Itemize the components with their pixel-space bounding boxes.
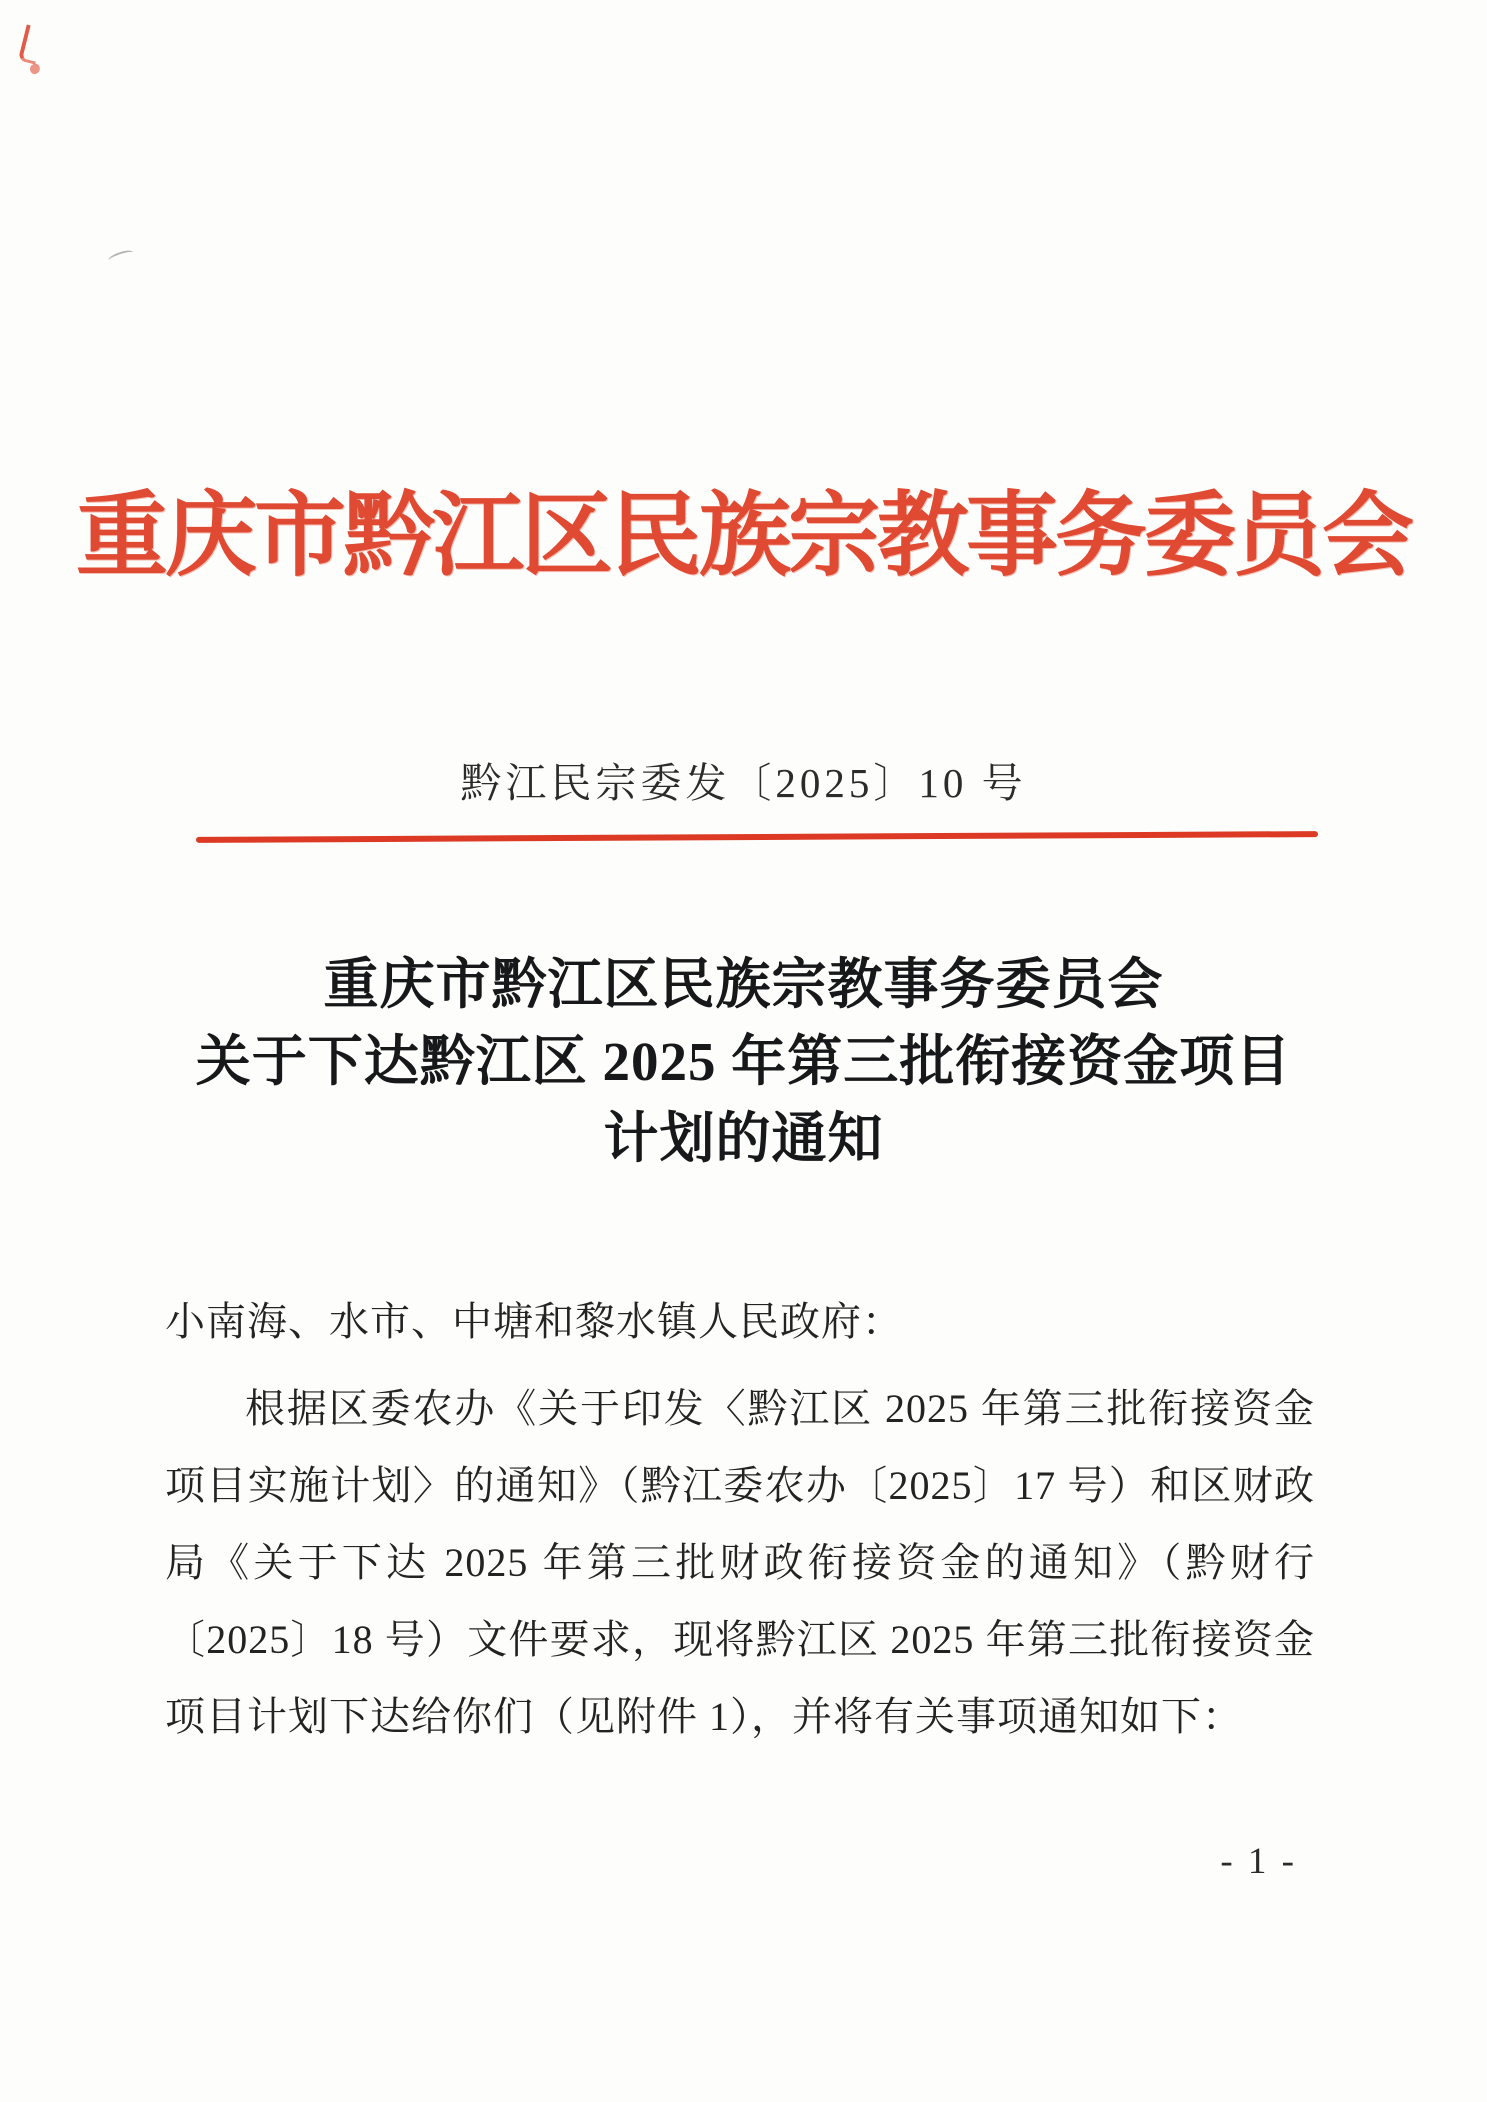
scan-artifact-pencil-mark [107,248,135,265]
document-title-line-3: 计划的通知 [603,1108,884,1169]
masthead-divider-rule [196,831,1318,843]
page-number: - 1 - [1220,1841,1297,1882]
document-reference-number: 黔江民宗委发〔2025〕10 号 [460,760,1027,806]
body-paragraph-line: 项目实施计划〉的通知》（黔江委农办〔2025〕17 号）和区财政 [165,1463,1315,1508]
document-body [165,1286,1315,1755]
document-title-line-2: 关于下达黔江区 2025 年第三批衔接资金项目 [195,1031,1292,1092]
scan-artifact-red-dot [29,63,42,76]
document-title-line-1: 重庆市黔江区民族宗教事务委员会 [323,954,1164,1015]
recipient-salutation: 小南海、水市、中塘和黎水镇人民政府： [165,1299,903,1344]
document-title [0,946,1487,1177]
agency-masthead-title: 重庆市黔江区民族宗教事务委员会 [75,485,1411,587]
body-paragraph-line: 〔2025〕18 号）文件要求，现将黔江区 2025 年第三批衔接资金 [165,1617,1315,1662]
body-paragraph-line: 局《关于下达 2025 年第三批财政衔接资金的通知》（黔财行 [165,1540,1315,1585]
scan-artifact-red-mark [18,24,44,64]
body-paragraph-line: 根据区委农办《关于印发〈黔江区 2025 年第三批衔接资金 [245,1386,1315,1431]
body-paragraph-line: 项目计划下达给你们（见附件 1），并将有关事项通知如下： [165,1694,1243,1739]
